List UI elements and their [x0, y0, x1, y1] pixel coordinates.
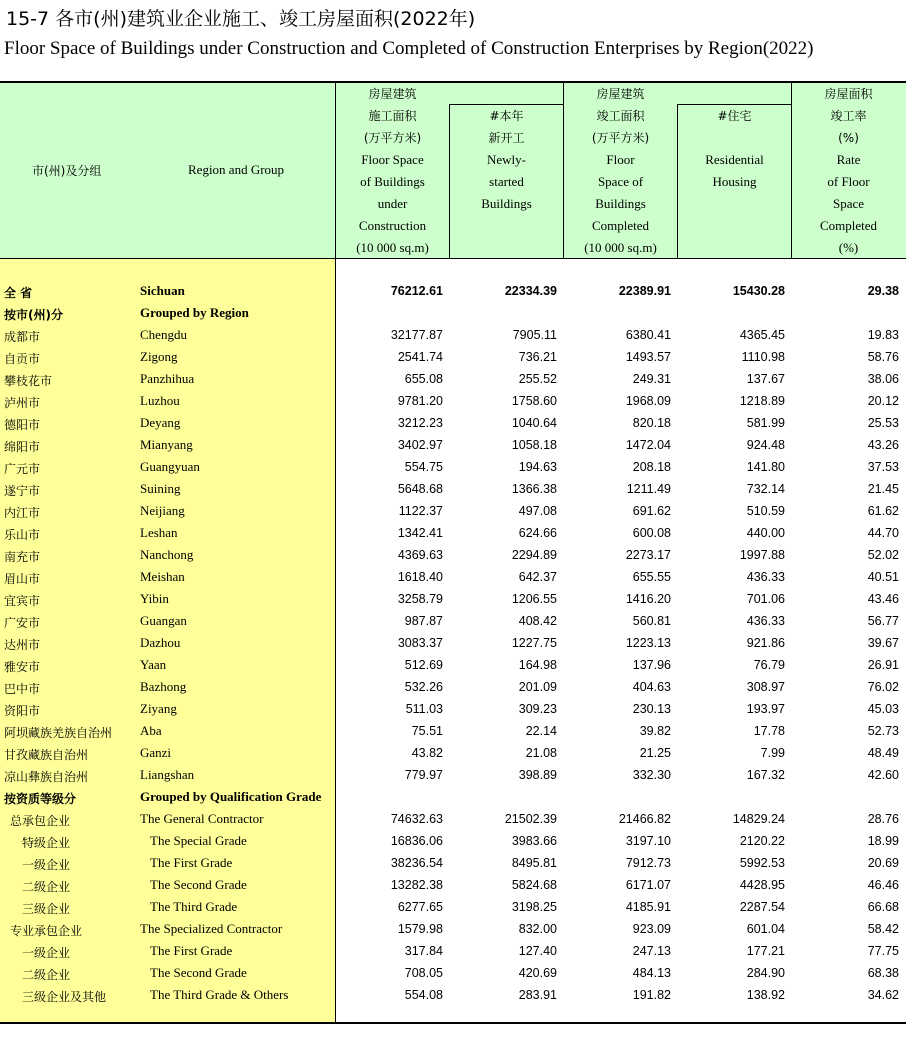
- row-value-col4: 137.67: [746, 372, 785, 386]
- row-value-col1: 1122.37: [398, 504, 443, 518]
- row-value-col1: 1579.98: [397, 922, 443, 936]
- row-value-col2: 736.21: [518, 350, 557, 364]
- row-label-en: Leshan: [140, 525, 178, 540]
- header-completion-rate: 房屋面积 竣工率 (%) Rate of Floor Space Completed (%): [819, 87, 878, 255]
- row-value-col1: 1618.40: [397, 570, 443, 584]
- row-value-col2: 201.09: [518, 680, 557, 694]
- row-value-col1: 3402.97: [397, 438, 443, 452]
- row-value-col5: 45.03: [867, 702, 899, 716]
- row-label-cn: 按资质等级分: [4, 792, 77, 806]
- row-value-col2: 21502.39: [504, 812, 557, 826]
- row-label-cn: 凉山彝族自治州: [4, 770, 89, 784]
- row-label-cn: 资阳市: [4, 704, 41, 718]
- table-row: [0, 457, 906, 479]
- row-value-col5: 52.73: [867, 724, 899, 738]
- row-value-col5: 46.46: [867, 878, 899, 892]
- row-value-col5: 61.62: [867, 504, 899, 518]
- row-value-col1: 4369.63: [397, 548, 443, 562]
- row-label-cn: 一级企业: [22, 946, 71, 960]
- table-row: [0, 281, 906, 303]
- row-value-col4: 701.06: [746, 592, 785, 606]
- table-row: [0, 853, 906, 875]
- row-value-col3: 22389.91: [618, 284, 671, 298]
- row-value-col5: 26.91: [867, 658, 899, 672]
- row-value-col1: 317.84: [404, 944, 443, 958]
- row-label-en: The Second Grade: [150, 877, 247, 892]
- row-label-cn: 泸州市: [4, 396, 41, 410]
- row-value-col4: 141.80: [746, 460, 785, 474]
- row-value-col3: 21.25: [639, 746, 671, 760]
- row-value-col2: 624.66: [518, 526, 557, 540]
- row-label-cn: 遂宁市: [4, 484, 41, 498]
- row-label-cn: 三级企业: [22, 902, 71, 916]
- row-value-col3: 247.13: [632, 944, 671, 958]
- row-value-col4: 14829.24: [732, 812, 785, 826]
- row-value-col4: 436.33: [746, 570, 785, 584]
- row-value-col4: 17.78: [753, 724, 785, 738]
- row-label-cn: 广元市: [4, 462, 41, 476]
- row-value-col5: 20.69: [867, 856, 899, 870]
- row-value-col1: 76212.61: [390, 284, 443, 298]
- row-label-en: Nanchong: [140, 547, 194, 562]
- row-value-col2: 1206.55: [511, 592, 557, 606]
- row-label-en: Bazhong: [140, 679, 187, 694]
- row-label-cn: 总承包企业: [10, 814, 71, 828]
- row-value-col3: 1968.09: [625, 394, 671, 408]
- row-value-col1: 554.75: [404, 460, 443, 474]
- row-label-cn: 二级企业: [22, 968, 71, 982]
- row-value-col3: 332.30: [632, 768, 671, 782]
- row-value-col3: 208.18: [632, 460, 671, 474]
- row-value-col5: 77.75: [867, 944, 899, 958]
- row-value-col3: 600.08: [632, 526, 671, 540]
- row-value-col5: 52.02: [867, 548, 899, 562]
- bottom-rule: [0, 1022, 906, 1024]
- table-row: [0, 589, 906, 611]
- header-floor-space-completed: 房屋建筑 竣工面积 (万平方米) Floor Space of Buildings Completed (10 000 sq.m): [584, 87, 657, 255]
- row-label-cn: 按市(州)分: [4, 308, 63, 322]
- row-value-col5: 34.62: [867, 988, 899, 1002]
- row-value-col3: 249.31: [632, 372, 671, 386]
- table-row: [0, 435, 906, 457]
- table-row: [0, 523, 906, 545]
- row-value-col5: 29.38: [867, 284, 899, 298]
- row-value-col2: 194.63: [518, 460, 557, 474]
- row-value-col2: 3198.25: [511, 900, 557, 914]
- row-value-col1: 3083.37: [397, 636, 443, 650]
- table-row: [0, 765, 906, 787]
- row-label-en: Meishan: [140, 569, 185, 584]
- row-value-col1: 74632.63: [390, 812, 443, 826]
- row-label-en: Deyang: [140, 415, 181, 430]
- row-value-col4: 601.04: [746, 922, 785, 936]
- row-value-col5: 38.06: [867, 372, 899, 386]
- table-row: [0, 941, 906, 963]
- row-value-col2: 1227.75: [511, 636, 557, 650]
- row-label-en: Chengdu: [140, 327, 187, 342]
- row-label-en: The Special Grade: [150, 833, 247, 848]
- table-row: [0, 479, 906, 501]
- row-value-col1: 532.26: [404, 680, 443, 694]
- row-value-col4: 510.59: [746, 504, 785, 518]
- row-value-col2: 1758.60: [511, 394, 557, 408]
- table-title-cn: 15-7 各市(州)建筑业企业施工、竣工房屋面积(2022年): [6, 8, 476, 30]
- row-value-col3: 655.55: [632, 570, 671, 584]
- row-value-col3: 39.82: [639, 724, 671, 738]
- row-value-col3: 484.13: [632, 966, 671, 980]
- table-row: [0, 369, 906, 391]
- row-value-col3: 404.63: [632, 680, 671, 694]
- row-value-col4: 924.48: [746, 438, 785, 452]
- row-value-col2: 832.00: [518, 922, 557, 936]
- row-label-cn: 特级企业: [22, 836, 71, 850]
- table-row: [0, 721, 906, 743]
- header-newly-started: #本年 新开工 Newly- started Buildings: [481, 109, 532, 211]
- row-value-col5: 19.83: [867, 328, 899, 342]
- row-value-col4: 15430.28: [732, 284, 785, 298]
- row-value-col4: 76.79: [753, 658, 785, 672]
- row-value-col3: 6171.07: [625, 878, 671, 892]
- row-value-col1: 6277.65: [397, 900, 443, 914]
- row-value-col2: 420.69: [518, 966, 557, 980]
- row-label-en: Yaan: [140, 657, 167, 672]
- row-value-col3: 3197.10: [625, 834, 671, 848]
- row-value-col4: 193.97: [746, 702, 785, 716]
- row-value-col4: 7.99: [760, 746, 785, 760]
- row-value-col4: 2120.22: [739, 834, 785, 848]
- table-row: [0, 655, 906, 677]
- row-value-col5: 76.02: [867, 680, 899, 694]
- row-value-col1: 75.51: [411, 724, 443, 738]
- row-value-col1: 38236.54: [390, 856, 443, 870]
- row-value-col5: 20.12: [867, 394, 899, 408]
- row-label-en: Panzhihua: [140, 371, 195, 386]
- table-row: [0, 985, 906, 1007]
- row-value-col5: 68.38: [867, 966, 899, 980]
- row-value-col3: 820.18: [632, 416, 671, 430]
- row-value-col5: 43.46: [867, 592, 899, 606]
- row-value-col1: 9781.20: [397, 394, 443, 408]
- row-value-col5: 48.49: [867, 746, 899, 760]
- row-value-col1: 987.87: [404, 614, 443, 628]
- row-label-en: The First Grade: [150, 943, 233, 958]
- row-label-en: Ziyang: [140, 701, 177, 716]
- row-value-col4: 308.97: [746, 680, 785, 694]
- row-label-en: Guangyuan: [140, 459, 200, 474]
- table-row: [0, 743, 906, 765]
- row-value-col1: 32177.87: [390, 328, 443, 342]
- row-label-en: Luzhou: [140, 393, 180, 408]
- row-label-cn: 眉山市: [4, 572, 41, 586]
- row-value-col2: 497.08: [518, 504, 557, 518]
- row-value-col2: 283.91: [518, 988, 557, 1002]
- row-value-col2: 398.89: [518, 768, 557, 782]
- row-value-col3: 137.96: [632, 658, 671, 672]
- table-row: [0, 545, 906, 567]
- row-value-col2: 1058.18: [511, 438, 557, 452]
- row-label-cn: 广安市: [4, 616, 41, 630]
- table-row: [0, 919, 906, 941]
- table-row: [0, 831, 906, 853]
- row-label-en: The Second Grade: [150, 965, 247, 980]
- row-value-col3: 1493.57: [625, 350, 671, 364]
- row-value-col1: 779.97: [404, 768, 443, 782]
- table-title-en: Floor Space of Buildings under Construction and Completed of Construction Enterprises by Region(2022): [4, 38, 814, 59]
- row-value-col1: 512.69: [404, 658, 443, 672]
- row-value-col4: 581.99: [746, 416, 785, 430]
- table-body: [0, 281, 906, 1007]
- row-value-col4: 138.92: [746, 988, 785, 1002]
- row-label-cn: 乐山市: [4, 528, 41, 542]
- row-label-cn: 达州市: [4, 638, 41, 652]
- row-value-col1: 3212.23: [397, 416, 443, 430]
- header-bottom-rule: [0, 258, 906, 259]
- row-label-cn: 宜宾市: [4, 594, 41, 608]
- row-value-col2: 8495.81: [511, 856, 557, 870]
- row-value-col4: 177.21: [746, 944, 785, 958]
- row-value-col5: 28.76: [867, 812, 899, 826]
- row-value-col2: 3983.66: [511, 834, 557, 848]
- row-label-en: Neijiang: [140, 503, 185, 518]
- row-label-en: The Specialized Contractor: [140, 921, 283, 936]
- row-value-col5: 25.53: [867, 416, 899, 430]
- row-label-cn: 全 省: [4, 286, 33, 300]
- header-region-cn: 市(州)及分组: [32, 164, 102, 178]
- row-label-en: Grouped by Qualification Grade: [140, 789, 322, 804]
- row-value-col2: 22334.39: [504, 284, 557, 298]
- table-row: [0, 347, 906, 369]
- row-value-col2: 642.37: [518, 570, 557, 584]
- row-label-en: Mianyang: [140, 437, 193, 452]
- row-value-col2: 164.98: [518, 658, 557, 672]
- row-value-col2: 127.40: [518, 944, 557, 958]
- row-value-col4: 1218.89: [739, 394, 785, 408]
- row-label-cn: 成都市: [4, 330, 41, 344]
- row-value-col3: 691.62: [632, 504, 671, 518]
- row-value-col5: 39.67: [867, 636, 899, 650]
- row-value-col5: 44.70: [867, 526, 899, 540]
- row-label-cn: 南充市: [4, 550, 41, 564]
- row-value-col1: 13282.38: [390, 878, 443, 892]
- row-value-col3: 2273.17: [625, 548, 671, 562]
- row-value-col2: 1366.38: [511, 482, 557, 496]
- row-value-col1: 554.08: [404, 988, 443, 1002]
- row-label-en: The Third Grade: [150, 899, 238, 914]
- row-value-col2: 21.08: [525, 746, 557, 760]
- row-value-col3: 21466.82: [618, 812, 671, 826]
- row-label-cn: 阿坝藏族羌族自治州: [4, 726, 113, 740]
- row-label-cn: 二级企业: [22, 880, 71, 894]
- table-row: [0, 391, 906, 413]
- row-label-en: Grouped by Region: [140, 305, 249, 320]
- row-label-en: The Third Grade & Others: [150, 987, 289, 1002]
- row-value-col5: 58.76: [867, 350, 899, 364]
- row-value-col5: 66.68: [867, 900, 899, 914]
- row-label-cn: 德阳市: [4, 418, 41, 432]
- table-row: [0, 633, 906, 655]
- row-value-col2: 7905.11: [512, 328, 557, 342]
- row-value-col1: 16836.06: [390, 834, 443, 848]
- row-value-col4: 1110.98: [741, 350, 785, 364]
- row-value-col3: 1211.49: [626, 482, 671, 496]
- row-value-col3: 7912.73: [625, 856, 671, 870]
- row-label-cn: 雅安市: [4, 660, 41, 674]
- row-value-col4: 284.90: [746, 966, 785, 980]
- row-value-col4: 1997.88: [739, 548, 785, 562]
- row-label-cn: 专业承包企业: [10, 924, 83, 938]
- row-value-col3: 923.09: [632, 922, 671, 936]
- row-value-col2: 1040.64: [511, 416, 557, 430]
- row-value-col2: 2294.89: [511, 548, 557, 562]
- row-value-col4: 4365.45: [739, 328, 785, 342]
- row-value-col1: 2541.74: [397, 350, 443, 364]
- row-value-col5: 21.45: [867, 482, 899, 496]
- row-value-col1: 511.03: [405, 702, 443, 716]
- row-value-col4: 2287.54: [739, 900, 785, 914]
- row-value-col2: 5824.68: [511, 878, 557, 892]
- table-row: [0, 501, 906, 523]
- row-value-col4: 440.00: [746, 526, 785, 540]
- row-label-cn: 自贡市: [4, 352, 41, 366]
- row-value-col4: 167.32: [746, 768, 785, 782]
- table-row: [0, 303, 906, 325]
- table-row: [0, 897, 906, 919]
- row-value-col5: 43.26: [867, 438, 899, 452]
- row-label-cn: 甘孜藏族自治州: [4, 748, 89, 762]
- table-row: [0, 413, 906, 435]
- table-row: [0, 611, 906, 633]
- row-value-col5: 58.42: [867, 922, 899, 936]
- row-value-col1: 3258.79: [397, 592, 443, 606]
- row-label-cn: 一级企业: [22, 858, 71, 872]
- row-value-col5: 18.99: [867, 834, 899, 848]
- header-floor-space-construction: 房屋建筑 施工面积 (万平方米) Floor Space of Buildings under Construction (10 000 sq.m): [356, 87, 429, 255]
- row-label-en: The First Grade: [150, 855, 233, 870]
- row-value-col3: 6380.41: [625, 328, 671, 342]
- row-value-col5: 37.53: [867, 460, 899, 474]
- row-value-col2: 408.42: [518, 614, 557, 628]
- row-value-col5: 56.77: [867, 614, 899, 628]
- row-label-en: Guangan: [140, 613, 187, 628]
- row-label-en: Sichuan: [140, 283, 185, 298]
- row-value-col4: 5992.53: [739, 856, 785, 870]
- row-label-en: Ganzi: [140, 745, 172, 760]
- table-row: [0, 699, 906, 721]
- row-value-col4: 921.86: [746, 636, 785, 650]
- row-value-col3: 1416.20: [625, 592, 671, 606]
- row-value-col4: 436.33: [746, 614, 785, 628]
- table-row: [0, 567, 906, 589]
- row-label-en: Zigong: [140, 349, 178, 364]
- table-row: [0, 963, 906, 985]
- header-residential-housing: #住宅 Residential Housing: [705, 109, 764, 189]
- row-value-col5: 40.51: [867, 570, 899, 584]
- row-value-col3: 1223.13: [625, 636, 671, 650]
- row-value-col1: 1342.41: [397, 526, 443, 540]
- row-value-col4: 732.14: [746, 482, 785, 496]
- table-row: [0, 787, 906, 809]
- row-value-col1: 5648.68: [397, 482, 443, 496]
- row-label-en: Liangshan: [140, 767, 195, 782]
- row-value-col3: 230.13: [632, 702, 671, 716]
- row-value-col1: 43.82: [411, 746, 443, 760]
- row-label-cn: 绵阳市: [4, 440, 41, 454]
- row-value-col2: 255.52: [518, 372, 557, 386]
- row-label-cn: 巴中市: [4, 682, 41, 696]
- row-value-col3: 560.81: [632, 614, 671, 628]
- row-label-en: Aba: [140, 723, 162, 738]
- row-value-col2: 22.14: [525, 724, 557, 738]
- row-value-col1: 655.08: [404, 372, 443, 386]
- row-label-en: Yibin: [140, 591, 169, 606]
- row-label-cn: 内江市: [4, 506, 41, 520]
- row-value-col3: 191.82: [632, 988, 671, 1002]
- row-label-cn: 攀枝花市: [4, 374, 53, 388]
- row-value-col1: 708.05: [404, 966, 443, 980]
- row-label-en: Suining: [140, 481, 181, 496]
- header-region-en: Region and Group: [188, 162, 285, 177]
- table-row: [0, 677, 906, 699]
- row-value-col3: 1472.04: [625, 438, 671, 452]
- row-label-en: The General Contractor: [140, 811, 264, 826]
- table-row: [0, 325, 906, 347]
- row-value-col2: 309.23: [518, 702, 557, 716]
- row-value-col4: 4428.95: [739, 878, 785, 892]
- table-row: [0, 875, 906, 897]
- row-label-en: Dazhou: [140, 635, 181, 650]
- table-row: [0, 809, 906, 831]
- row-value-col5: 42.60: [867, 768, 899, 782]
- row-label-cn: 三级企业及其他: [22, 990, 107, 1004]
- row-value-col3: 4185.91: [625, 900, 671, 914]
